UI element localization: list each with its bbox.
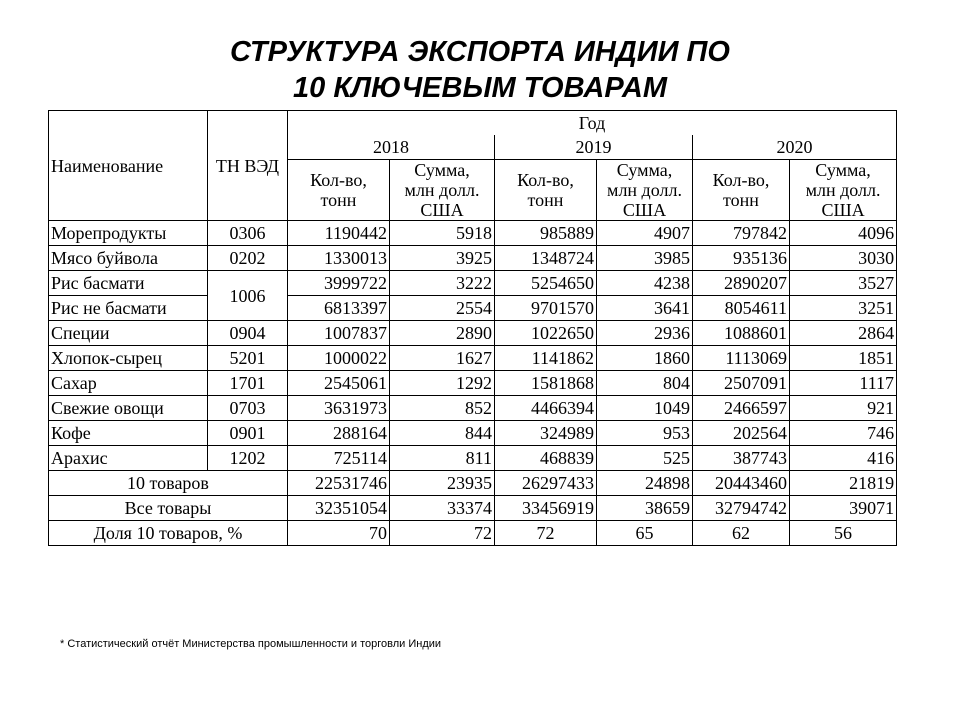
table-row [49, 421, 897, 446]
footnote: * Статистический отчёт Министерства промышленности и торговли Индии [60, 638, 442, 650]
cell-value: 2890 [390, 321, 495, 346]
cell-value: 22531746 [288, 471, 390, 496]
cell-value: 953 [597, 421, 693, 446]
header-qty: Кол-во, тонн [288, 160, 390, 221]
total-label: 10 товаров [49, 471, 288, 496]
header-sum: Сумма, млн долл. США [790, 160, 897, 221]
cell-value: 1851 [790, 346, 897, 371]
table-row [49, 296, 897, 321]
cell-value: 1088601 [693, 321, 790, 346]
cell-value: 4096 [790, 221, 897, 246]
cell-value: 811 [390, 446, 495, 471]
cell-value: 1190442 [288, 221, 390, 246]
row-name: Сахар [49, 371, 208, 396]
row-code: 0703 [208, 396, 288, 421]
row-code: 0904 [208, 321, 288, 346]
cell-value: 2554 [390, 296, 495, 321]
header-row-year [49, 111, 897, 136]
header-year: Год [288, 111, 897, 136]
row-name: Хлопок-сырец [49, 346, 208, 371]
cell-value: 852 [390, 396, 495, 421]
cell-value: 3999722 [288, 271, 390, 296]
total-row [49, 496, 897, 521]
cell-value: 1330013 [288, 246, 390, 271]
export-table [48, 110, 897, 546]
title-line-1: СТРУКТУРА ЭКСПОРТА ИНДИИ ПО [230, 36, 730, 68]
row-name: Специи [49, 321, 208, 346]
cell-value: 1292 [390, 371, 495, 396]
cell-value: 70 [288, 521, 390, 546]
cell-value: 24898 [597, 471, 693, 496]
cell-value: 1348724 [495, 246, 597, 271]
header-name: Наименование [49, 111, 208, 221]
cell-value: 1627 [390, 346, 495, 371]
row-code: 1202 [208, 446, 288, 471]
cell-value: 62 [693, 521, 790, 546]
cell-value: 797842 [693, 221, 790, 246]
cell-value: 26297433 [495, 471, 597, 496]
cell-value: 1022650 [495, 321, 597, 346]
cell-value: 5254650 [495, 271, 597, 296]
share-row [49, 521, 897, 546]
header-qty: Кол-во, тонн [495, 160, 597, 221]
cell-value: 3527 [790, 271, 897, 296]
row-name: Рис не басмати [49, 296, 208, 321]
cell-value: 2890207 [693, 271, 790, 296]
cell-value: 72 [495, 521, 597, 546]
cell-value: 72 [390, 521, 495, 546]
total-row [49, 471, 897, 496]
title-line-2: 10 КЛЮЧЕВЫМ ТОВАРАМ [293, 72, 667, 104]
cell-value: 33456919 [495, 496, 597, 521]
cell-value: 746 [790, 421, 897, 446]
header-year-2018: 2018 [288, 135, 495, 160]
cell-value: 1860 [597, 346, 693, 371]
cell-value: 1049 [597, 396, 693, 421]
cell-value: 1007837 [288, 321, 390, 346]
cell-value: 2864 [790, 321, 897, 346]
cell-value: 387743 [693, 446, 790, 471]
cell-value: 416 [790, 446, 897, 471]
cell-value: 4907 [597, 221, 693, 246]
cell-value: 1113069 [693, 346, 790, 371]
cell-value: 2545061 [288, 371, 390, 396]
row-name: Арахис [49, 446, 208, 471]
total-label: Все товары [49, 496, 288, 521]
cell-value: 3985 [597, 246, 693, 271]
cell-value: 985889 [495, 221, 597, 246]
header-sum: Сумма, млн долл. США [597, 160, 693, 221]
cell-value: 4238 [597, 271, 693, 296]
cell-value: 3925 [390, 246, 495, 271]
row-name: Морепродукты [49, 221, 208, 246]
cell-value: 8054611 [693, 296, 790, 321]
cell-value: 935136 [693, 246, 790, 271]
table-row [49, 246, 897, 271]
table-row [49, 371, 897, 396]
cell-value: 288164 [288, 421, 390, 446]
header-sum: Сумма, млн долл. США [390, 160, 495, 221]
cell-value: 3631973 [288, 396, 390, 421]
cell-value: 39071 [790, 496, 897, 521]
row-code: 1006 [208, 271, 288, 321]
cell-value: 725114 [288, 446, 390, 471]
cell-value: 1581868 [495, 371, 597, 396]
cell-value: 3030 [790, 246, 897, 271]
header-year-2019: 2019 [495, 135, 693, 160]
cell-value: 32794742 [693, 496, 790, 521]
cell-value: 921 [790, 396, 897, 421]
cell-value: 1117 [790, 371, 897, 396]
row-name: Кофе [49, 421, 208, 446]
cell-value: 1000022 [288, 346, 390, 371]
row-code: 1701 [208, 371, 288, 396]
header-qty: Кол-во, тонн [693, 160, 790, 221]
cell-value: 2936 [597, 321, 693, 346]
cell-value: 33374 [390, 496, 495, 521]
cell-value: 3251 [790, 296, 897, 321]
cell-value: 56 [790, 521, 897, 546]
cell-value: 324989 [495, 421, 597, 446]
cell-value: 1141862 [495, 346, 597, 371]
cell-value: 3222 [390, 271, 495, 296]
row-name: Рис басмати [49, 271, 208, 296]
cell-value: 844 [390, 421, 495, 446]
cell-value: 23935 [390, 471, 495, 496]
table-row [49, 321, 897, 346]
cell-value: 65 [597, 521, 693, 546]
cell-value: 20443460 [693, 471, 790, 496]
cell-value: 2466597 [693, 396, 790, 421]
row-code: 5201 [208, 346, 288, 371]
table-row [49, 396, 897, 421]
row-code: 0901 [208, 421, 288, 446]
table-row [49, 221, 897, 246]
cell-value: 525 [597, 446, 693, 471]
cell-value: 468839 [495, 446, 597, 471]
header-code: ТН ВЭД [208, 111, 288, 221]
cell-value: 4466394 [495, 396, 597, 421]
cell-value: 38659 [597, 496, 693, 521]
cell-value: 804 [597, 371, 693, 396]
cell-value: 2507091 [693, 371, 790, 396]
table-row [49, 346, 897, 371]
share-label: Доля 10 товаров, % [49, 521, 288, 546]
header-year-2020: 2020 [693, 135, 897, 160]
cell-value: 5918 [390, 221, 495, 246]
row-name: Мясо буйвола [49, 246, 208, 271]
cell-value: 32351054 [288, 496, 390, 521]
row-name: Свежие овощи [49, 396, 208, 421]
cell-value: 6813397 [288, 296, 390, 321]
cell-value: 9701570 [495, 296, 597, 321]
cell-value: 3641 [597, 296, 693, 321]
page-title [0, 34, 960, 106]
cell-value: 202564 [693, 421, 790, 446]
row-code: 0306 [208, 221, 288, 246]
cell-value: 21819 [790, 471, 897, 496]
table-row [49, 446, 897, 471]
table-row [49, 271, 897, 296]
row-code: 0202 [208, 246, 288, 271]
